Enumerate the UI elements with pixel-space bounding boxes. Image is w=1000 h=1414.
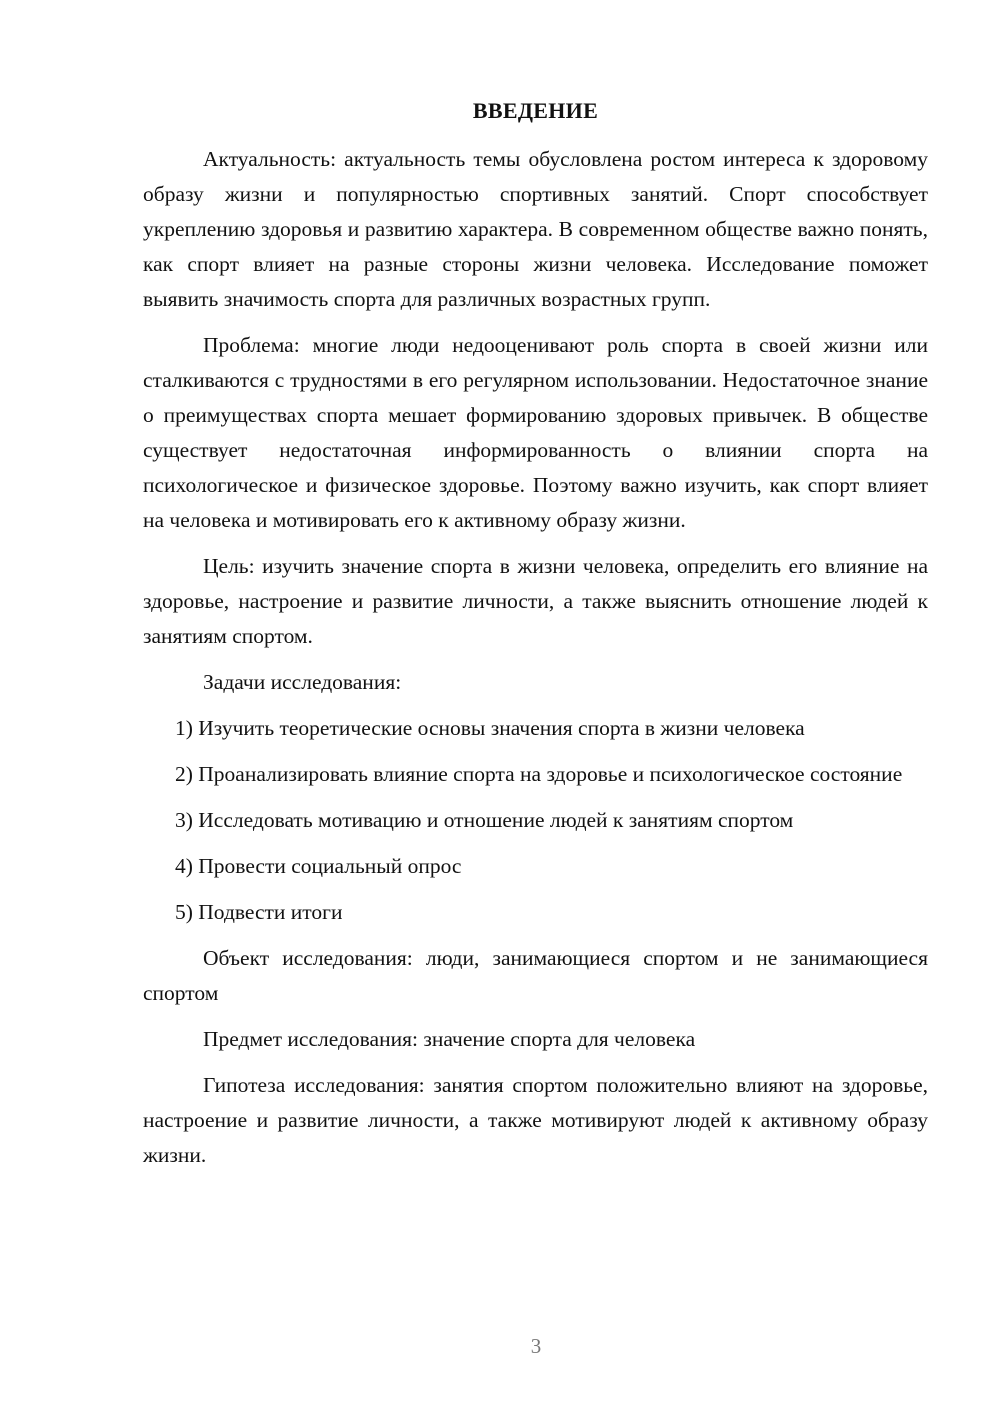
page-number: 3	[530, 1334, 542, 1358]
goal-paragraph: Цель: изучить значение спорта в жизни человека, определить его влияние на здоровье, настроение и развитие личности, а также выяснить отношение людей к занятиям спортом.	[143, 554, 928, 648]
object-paragraph: Объект исследования: люди, занимающиеся спортом и не занимающиеся спортом	[143, 946, 928, 1005]
relevance-paragraph: Актуальность: актуальность темы обусловлена ростом интереса к здоровому образу жизни и популярностью спортивных занятий. Спорт способствует укреплению здоровья и развитию характера. В современном обществе важно понять, как спорт влияет на разные стороны жизни человека. Исследование поможет выявить значимость спорта для различных возрастных групп.	[143, 147, 928, 311]
task-item-1: 1) Изучить теоретические основы значения спорта в жизни человека	[175, 716, 805, 740]
hypothesis-paragraph: Гипотеза исследования: занятия спортом положительно влияют на здоровье, настроение и развитие личности, а также мотивируют людей к активному образу жизни.	[143, 1073, 928, 1167]
section-title: ВВЕДЕНИЕ	[472, 98, 599, 123]
task-item-2: 2) Проанализировать влияние спорта на здоровье и психологическое состояние	[175, 762, 903, 786]
body-text	[143, 142, 928, 1184]
task-item-4: 4) Провести социальный опрос	[175, 854, 462, 878]
subject-paragraph: Предмет исследования: значение спорта для человека	[203, 1027, 696, 1051]
tasks-heading: Задачи исследования:	[203, 670, 402, 694]
problem-paragraph: Проблема: многие люди недооценивают роль спорта в своей жизни или сталкиваются с трудностями в его регулярном использовании. Недостаточное знание о преимуществах спорта мешает формированию здоровых привычек. В обществе существует недостаточная информированность о влиянии спорта на психологическое и физическое здоровье. Поэтому важно изучить, как спорт влияет на человека и мотивировать его к активному образу жизни.	[143, 333, 928, 532]
task-item-3: 3) Исследовать мотивацию и отношение людей к занятиям спортом	[175, 808, 794, 832]
task-item-5: 5) Подвести итоги	[175, 900, 343, 924]
